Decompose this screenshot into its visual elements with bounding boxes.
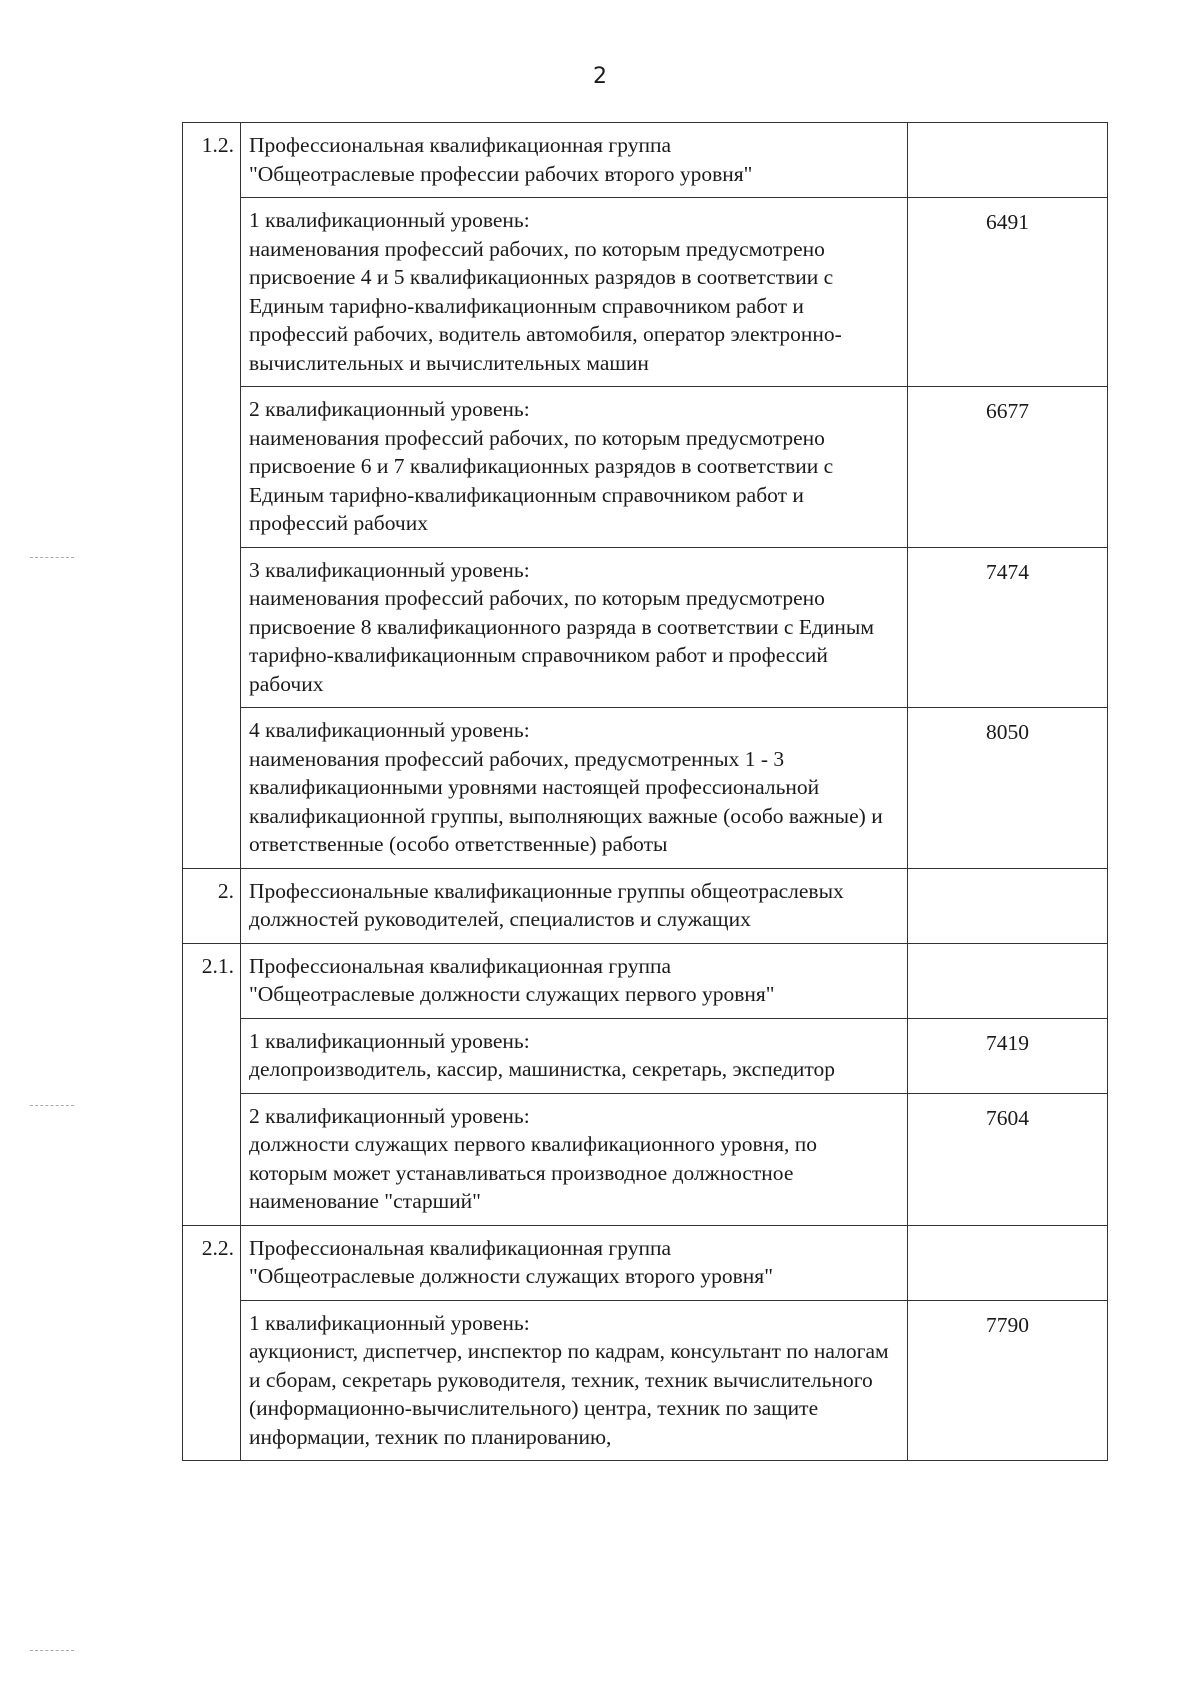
row-value [908,1225,1108,1300]
row-title: Профессиональная квалификационная группа [249,953,672,978]
table-row [183,943,1108,1018]
row-title: Профессиональные квалификационные группы общеотраслевых должностей руководителей, специалистов и служащих [249,878,844,931]
row-subtitle: наименования профессий рабочих, предусмотренных 1 - 3 квалификационными уровнями настоящей профессиональной квалификационной группы, выполняющих важные (особо важные) и ответственные (особо ответственные) работы [249,746,883,856]
row-subtitle: аукционист, диспетчер, инспектор по кадрам, консультант по налогам и сборам, секретарь руководителя, техник, техник вычислительного (информационно-вычислительного) центра, техник по защите информации, техник по планированию, [249,1339,889,1449]
row-title: Профессиональная квалификационная группа [249,1235,672,1260]
row-number: 2. [183,868,241,943]
row-value [908,123,1108,198]
table-row [183,387,1108,548]
row-title: 1 квалификационный уровень: [249,1028,530,1053]
row-subtitle: "Общеотраслевые должности служащих первого уровня" [249,982,775,1006]
row-description [241,1018,908,1093]
table-row [183,198,1108,387]
row-value [908,868,1108,943]
row-description [241,1093,908,1225]
row-number: 2.1. [183,943,241,1225]
row-value: 7790 [908,1300,1108,1461]
margin-scan-mark [30,557,74,559]
table-row [183,868,1108,943]
table-row [183,547,1108,708]
row-description [241,708,908,869]
row-value: 8050 [908,708,1108,869]
margin-scan-mark [30,1650,74,1652]
table-row [183,1225,1108,1300]
row-description [241,943,908,1018]
margin-scan-mark [30,1105,74,1107]
row-value: 7419 [908,1018,1108,1093]
row-title: Профессиональная квалификационная группа [249,133,672,157]
row-subtitle: наименования профессий рабочих, по которым предусмотрено присвоение 4 и 5 квалификационных разрядов в соответствии с Единым тарифно-квалификационным справочником работ и профессий рабочих, водитель автомобиля, оператор электронно-вычислительных и вычислительных машин [249,236,842,375]
row-description [241,1225,908,1300]
row-subtitle: делопроизводитель, кассир, машинистка, секретарь, экспедитор [249,1057,836,1081]
row-subtitle: "Общеотраслевые профессии рабочих второго уровня" [249,161,753,186]
page-number: 2 [593,64,607,89]
row-value: 6491 [908,198,1108,387]
row-description [241,123,908,198]
row-subtitle: наименования профессий рабочих, по которым предусмотрено присвоение 8 квалификационного разряда в соответствии с Единым тарифно-квалификационным справочником работ и профессий рабочих [249,586,874,696]
row-title: 1 квалификационный уровень: [249,1310,530,1335]
row-title: 4 квалификационный уровень: [249,718,530,742]
salary-table [182,122,1108,1461]
row-number: 1.2. [183,123,241,869]
table-row [183,1018,1108,1093]
row-number: 2.2. [183,1225,241,1461]
table-row [183,123,1108,198]
row-description [241,1300,908,1461]
table-row [183,1300,1108,1461]
row-title: 2 квалификационный уровень: [249,1103,530,1128]
row-description [241,868,908,943]
table-row [183,708,1108,869]
row-subtitle: "Общеотраслевые должности служащих второго уровня" [249,1264,773,1288]
row-description [241,387,908,548]
row-value [908,943,1108,1018]
row-subtitle: должности служащих первого квалификационного уровня, по которым может устанавливаться производное должностное наименование "старший" [249,1132,817,1213]
row-value: 6677 [908,387,1108,548]
row-description [241,547,908,708]
row-title: 2 квалификационный уровень: [249,397,530,421]
row-title: 3 квалификационный уровень: [249,557,530,582]
table-row [183,1093,1108,1225]
row-value: 7474 [908,547,1108,708]
row-description [241,198,908,387]
row-title: 1 квалификационный уровень: [249,208,530,232]
row-value: 7604 [908,1093,1108,1225]
row-subtitle: наименования профессий рабочих, по которым предусмотрено присвоение 6 и 7 квалификационных разрядов в соответствии с Единым тарифно-квалификационным справочником работ и профессий рабочих [249,425,834,535]
